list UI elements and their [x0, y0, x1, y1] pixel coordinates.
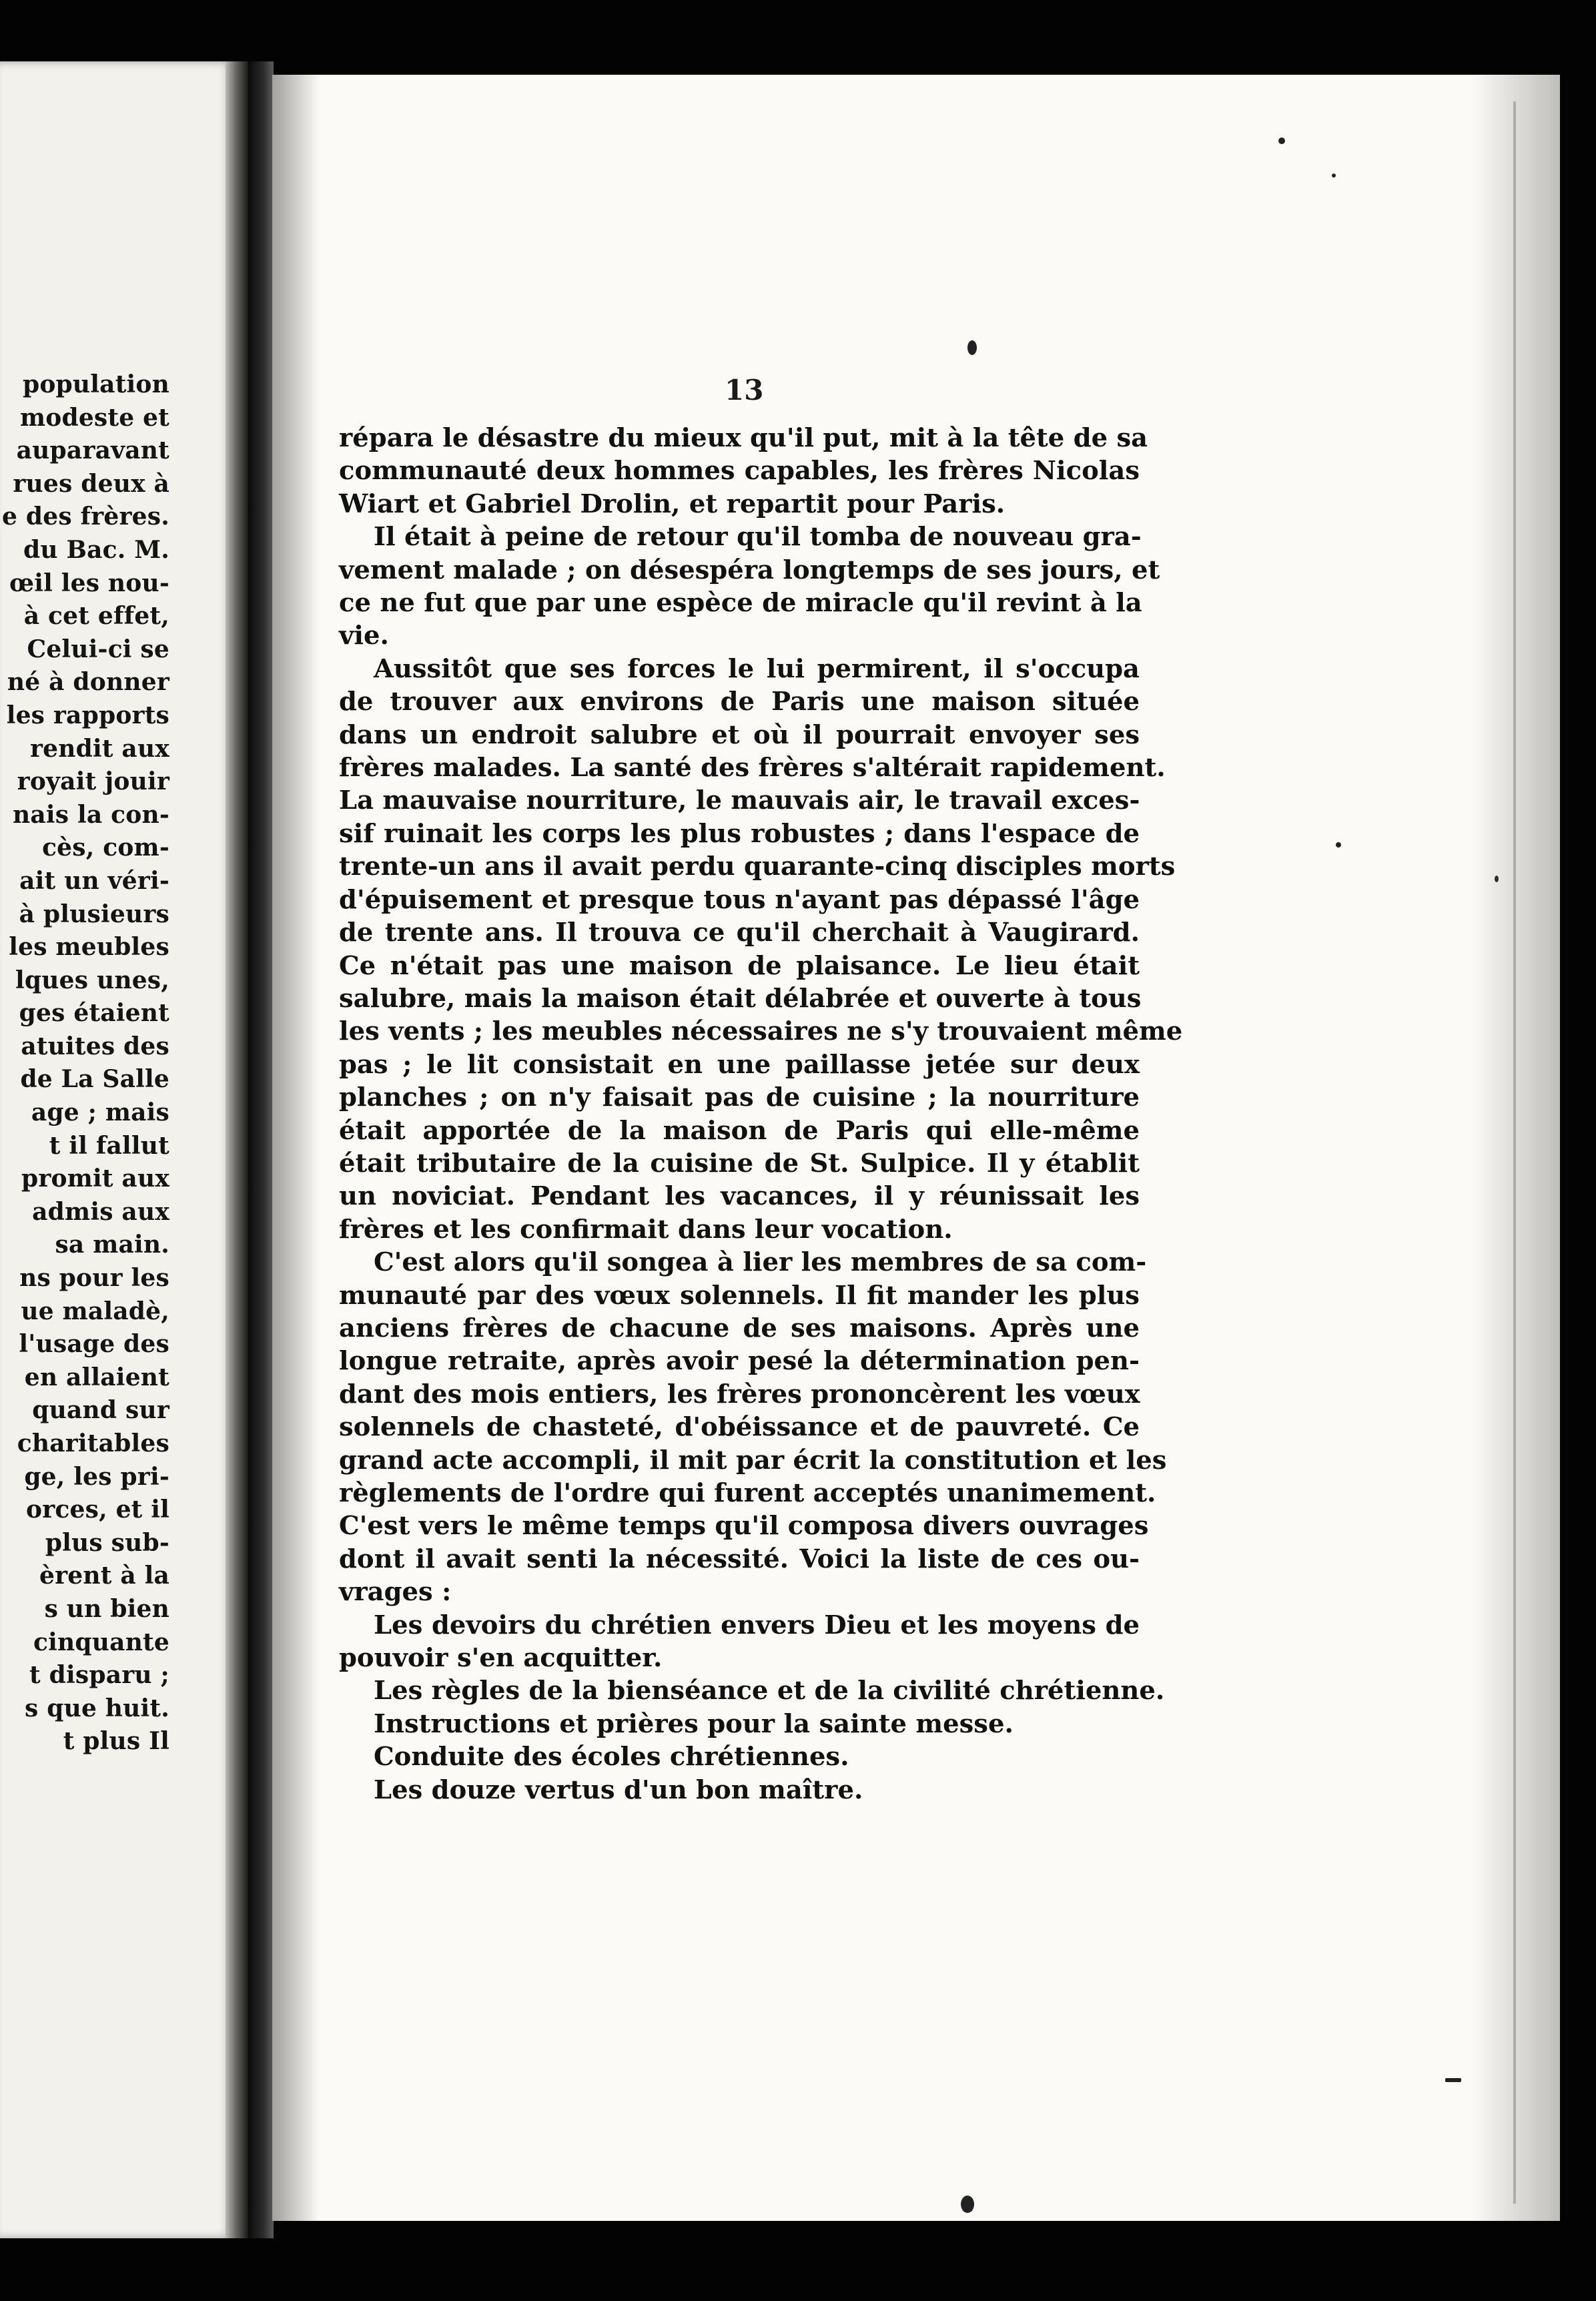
text-line: Conduite des écoles chrétiennes. [374, 1742, 849, 1772]
page-fold [226, 61, 248, 2238]
text-line: dans un endroit salubre et où il pourrait envoyer ses [339, 719, 1140, 750]
text-line: Il était à peine de retour qu'il tomba de nouveau gra- [374, 522, 1142, 553]
text-line: pas ; le lit consistait en une paillasse jetée sur deux [339, 1049, 1140, 1080]
previous-page-line: sa main. [55, 1231, 169, 1259]
previous-page-line: à plusieurs [19, 900, 169, 928]
previous-page-line: royait jouir [17, 767, 169, 796]
ink-speck [1278, 137, 1285, 144]
text-line: Les douze vertus d'un bon maître. [374, 1774, 863, 1805]
text-line: communauté deux hommes capables, les frères Nicolas [339, 456, 1140, 486]
previous-page-line: ue maladè, [21, 1297, 169, 1325]
text-line: salubre, mais la maison était délabrée et ouverte à tous [339, 983, 1142, 1014]
ink-speck [1445, 2078, 1461, 2082]
ink-speck [967, 340, 977, 355]
text-line: vrages : [339, 1577, 452, 1608]
book-gutter [248, 61, 274, 2238]
previous-page-line: du Bac. M. [23, 535, 169, 564]
previous-page-line: population [22, 370, 169, 398]
ink-speck [1332, 174, 1336, 178]
text-line: les vents ; les meubles nécessaires ne s'y trouvaient même [339, 1016, 1183, 1047]
page-edge-line [1513, 101, 1516, 2204]
text-line: Les devoirs du chrétien envers Dieu et les moyens de [374, 1610, 1140, 1640]
ink-speck [961, 2196, 974, 2213]
previous-page-line: ges étaient [19, 999, 169, 1028]
previous-page-line: à cet effet, [23, 602, 169, 631]
ink-speck [1495, 876, 1499, 882]
previous-page-line: cès, com- [42, 834, 169, 862]
previous-page-line: t il fallut [49, 1131, 169, 1160]
text-line: ce ne fut que par une espèce de miracle qu'il revint à la [339, 588, 1142, 619]
previous-page-line: rendit aux [29, 734, 169, 763]
text-line: était apportée de la maison de Paris qui elle-même [339, 1115, 1140, 1146]
previous-page-text [2, 368, 169, 1758]
previous-page-line: quand sur [32, 1396, 169, 1425]
text-line: Instructions et prières pour la sainte messe. [374, 1708, 1014, 1739]
previous-page-line: en allaient [24, 1363, 169, 1391]
text-line: de trente ans. Il trouva ce qu'il cherchait à Vaugirard. [339, 918, 1140, 948]
previous-page-line: admis aux [32, 1197, 169, 1226]
previous-page-line: ait un véri- [19, 866, 169, 895]
previous-page-line: plus sub- [45, 1528, 169, 1557]
previous-page-line: ns pour les [19, 1264, 169, 1293]
previous-page-fragment [0, 61, 235, 2238]
text-line: munauté par des vœux solennels. Il fit mander les plus [339, 1280, 1140, 1311]
text-line: un noviciat. Pendant les vacances, il y réunissait les [339, 1181, 1140, 1212]
previous-page-line: l'usage des [19, 1330, 169, 1359]
text-line: de trouver aux environs de Paris une maison située [339, 687, 1140, 717]
text-line: vement malade ; on désespéra longtemps de ses jours, et [339, 555, 1160, 585]
text-line: répara le désastre du mieux qu'il put, mit à la tête de sa [339, 423, 1148, 453]
previous-page-line: né à donner [7, 668, 169, 697]
previous-page-line: ge, les pri- [24, 1462, 169, 1491]
previous-page-line: œil les nou- [9, 569, 169, 597]
previous-page-line: e des frères. [2, 503, 169, 531]
previous-page-line: nais la con- [13, 800, 169, 829]
previous-page-line: cinquante [33, 1628, 169, 1656]
text-line: sif ruinait les corps les plus robustes ; dans l'espace de [339, 818, 1140, 849]
ink-speck [1336, 842, 1341, 848]
previous-page-line: atuites des [21, 1032, 169, 1060]
text-line: Les règles de la bienséance et de la civilité chrétienne. [374, 1676, 1165, 1706]
text-line: Aussitôt que ses forces le lui permirent, il s'occupa [374, 653, 1140, 684]
text-line: Wiart et Gabriel Drolin, et repartit pour Paris. [339, 488, 1006, 519]
previous-page-line: les rapports [6, 701, 169, 729]
text-line: pouvoir s'en acquitter. [339, 1643, 663, 1674]
previous-page-line: orces, et il [26, 1496, 169, 1524]
text-line: règlements de l'ordre qui furent acceptés unanimement. [339, 1478, 1156, 1508]
previous-page-line: age ; mais [31, 1098, 169, 1127]
text-line: frères malades. La santé des frères s'altérait rapidement. [339, 753, 1166, 783]
text-line: C'est vers le même temps qu'il composa divers ouvrages [339, 1511, 1149, 1542]
previous-page-line: de La Salle [20, 1065, 169, 1094]
text-line: d'épuisement et presque tous n'ayant pas dépassé l'âge [339, 884, 1140, 915]
text-line: C'est alors qu'il songea à lier les membres de sa com- [374, 1247, 1147, 1278]
previous-page-line: s un bien [44, 1594, 169, 1623]
text-line: planches ; on n'y faisait pas de cuisine ; la nourriture [339, 1082, 1140, 1113]
text-line: anciens frères de chacune de ses maisons. Après une [339, 1313, 1140, 1343]
previous-page-line: t plus Il [63, 1727, 169, 1756]
previous-page-line: lques unes, [15, 966, 169, 994]
text-line: frères et les confirmait dans leur vocation. [339, 1214, 953, 1245]
text-line: longue retraite, après avoir pesé la détermination pen- [339, 1346, 1140, 1377]
text-line: dont il avait senti la nécessité. Voici la liste de ces ou- [339, 1544, 1140, 1574]
previous-page-line: charitables [17, 1429, 169, 1457]
text-line: grand acte accompli, il mit par écrit la constitution et les [339, 1445, 1167, 1475]
previous-page-line: promit aux [21, 1165, 169, 1193]
previous-page-line: èrent à la [39, 1562, 169, 1590]
page-13 [272, 75, 1560, 2221]
text-line: Ce n'était pas une maison de plaisance. Le lieu était [339, 950, 1140, 981]
text-line: solennels de chasteté, d'obéissance et de pauvreté. Ce [339, 1412, 1140, 1443]
previous-page-line: s que huit. [25, 1694, 169, 1722]
previous-page-line: auparavant [16, 436, 169, 465]
text-line: vie. [339, 621, 389, 651]
text-line: trente-un ans il avait perdu quarante-cinq disciples morts [339, 852, 1176, 882]
page-body-text [339, 422, 1183, 1806]
text-line: La mauvaise nourriture, le mauvais air, le travail exces- [339, 785, 1140, 816]
previous-page-line: les meubles [9, 933, 169, 962]
previous-page-line: t disparu ; [29, 1661, 169, 1690]
page-number: 13 [725, 374, 764, 406]
text-line: était tributaire de la cuisine de St. Sulpice. Il y établit [339, 1148, 1140, 1179]
previous-page-line: modeste et [19, 403, 169, 432]
text-line: dant des mois entiers, les frères prononcèrent les vœux [339, 1379, 1140, 1409]
previous-page-line: Celui-ci se [27, 635, 169, 663]
previous-page-line: rues deux à [13, 469, 169, 498]
